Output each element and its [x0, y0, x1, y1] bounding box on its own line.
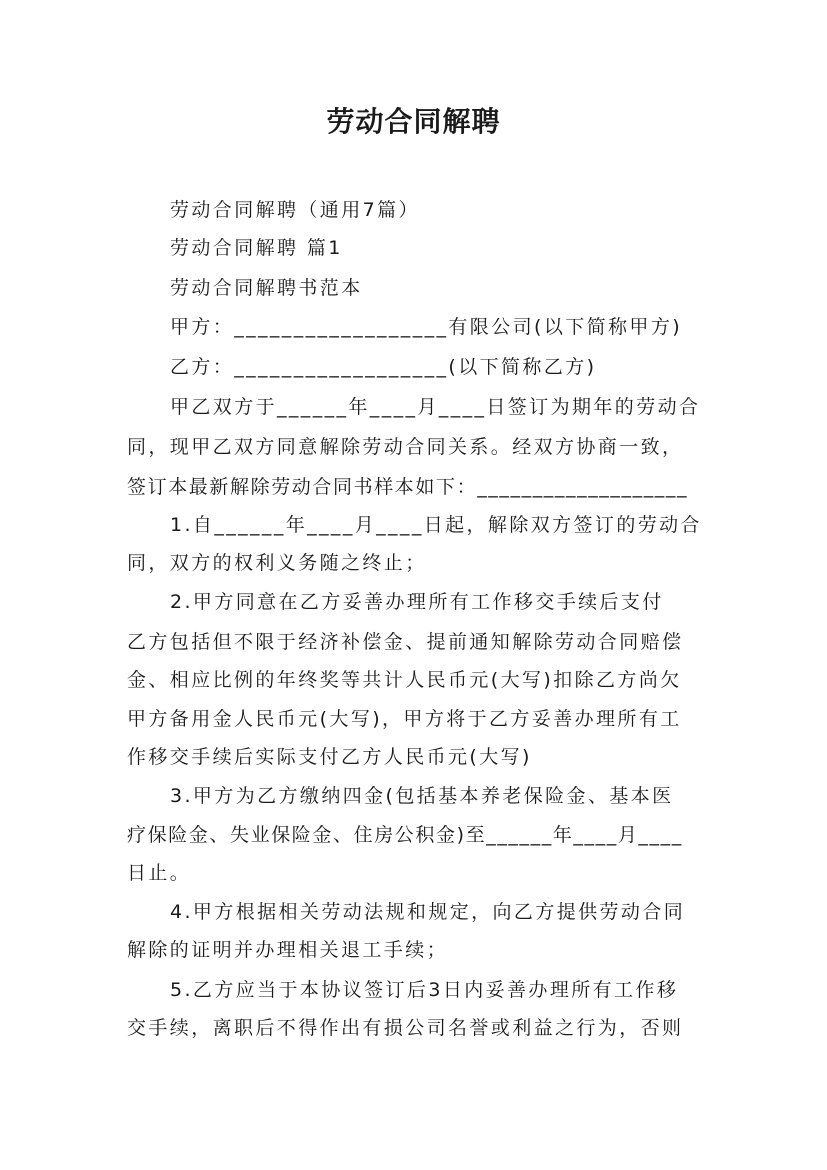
clause-1-line: 同，双方的权利义务随之终止； [127, 552, 427, 574]
party-b-line: 乙方：__________________(以下简称乙方) [170, 356, 597, 378]
clause-2-line: 甲方备用金人民币元(大写)，甲方将于乙方妥善办理所有工 [127, 708, 682, 730]
document-title: 劳动合同解聘 [326, 105, 501, 138]
clause-2-line: 乙方包括但不限于经济补偿金、提前通知解除劳动合同赔偿 [127, 631, 684, 653]
clause-4-line: 解除的证明并办理相关退工手续； [127, 939, 449, 961]
clause-3-line: 日止。 [127, 862, 192, 884]
section-heading: 劳动合同解聘 篇1 [170, 237, 343, 259]
paragraph-line: 甲乙双方于______年____月____日签订为期年的劳动合 [170, 396, 701, 418]
clause-2-line: 2.甲方同意在乙方妥善办理所有工作移交手续后支付 [170, 591, 664, 613]
clause-1-line: 1.自______年____月____日起，解除双方签订的劳动合 [170, 514, 702, 536]
clause-3-line: 3.甲方为乙方缴纳四金(包括基本养老保险金、基本医 [170, 785, 674, 807]
clause-5-line: 5.乙方应当于本协议签订后3日内妥善办理所有工作移 [170, 979, 679, 1001]
clause-5-line: 交手续，离职后不得作出有损公司名誉或利益之行为，否则 [127, 1017, 684, 1039]
subtitle-line: 劳动合同解聘（通用7篇） [170, 199, 420, 221]
section-subheading: 劳动合同解聘书范本 [170, 277, 363, 299]
clause-4-line: 4.甲方根据相关劳动法规和规定，向乙方提供劳动合同 [170, 901, 686, 923]
clause-3-line: 疗保险金、失业保险金、住房公积金)至______年____月____ [127, 824, 683, 846]
clause-2-line: 作移交手续后实际支付乙方人民币元(大写) [127, 746, 532, 768]
clause-2-line: 金、相应比例的年终奖等共计人民币元(大写)扣除乙方尚欠 [127, 669, 682, 691]
paragraph-line: 同，现甲乙双方同意解除劳动合同关系。经双方协商一致， [127, 436, 684, 458]
paragraph-line: 签订本最新解除劳动合同书样本如下：___________________ [127, 476, 689, 498]
party-a-line: 甲方：__________________有限公司(以下简称甲方) [170, 316, 683, 338]
